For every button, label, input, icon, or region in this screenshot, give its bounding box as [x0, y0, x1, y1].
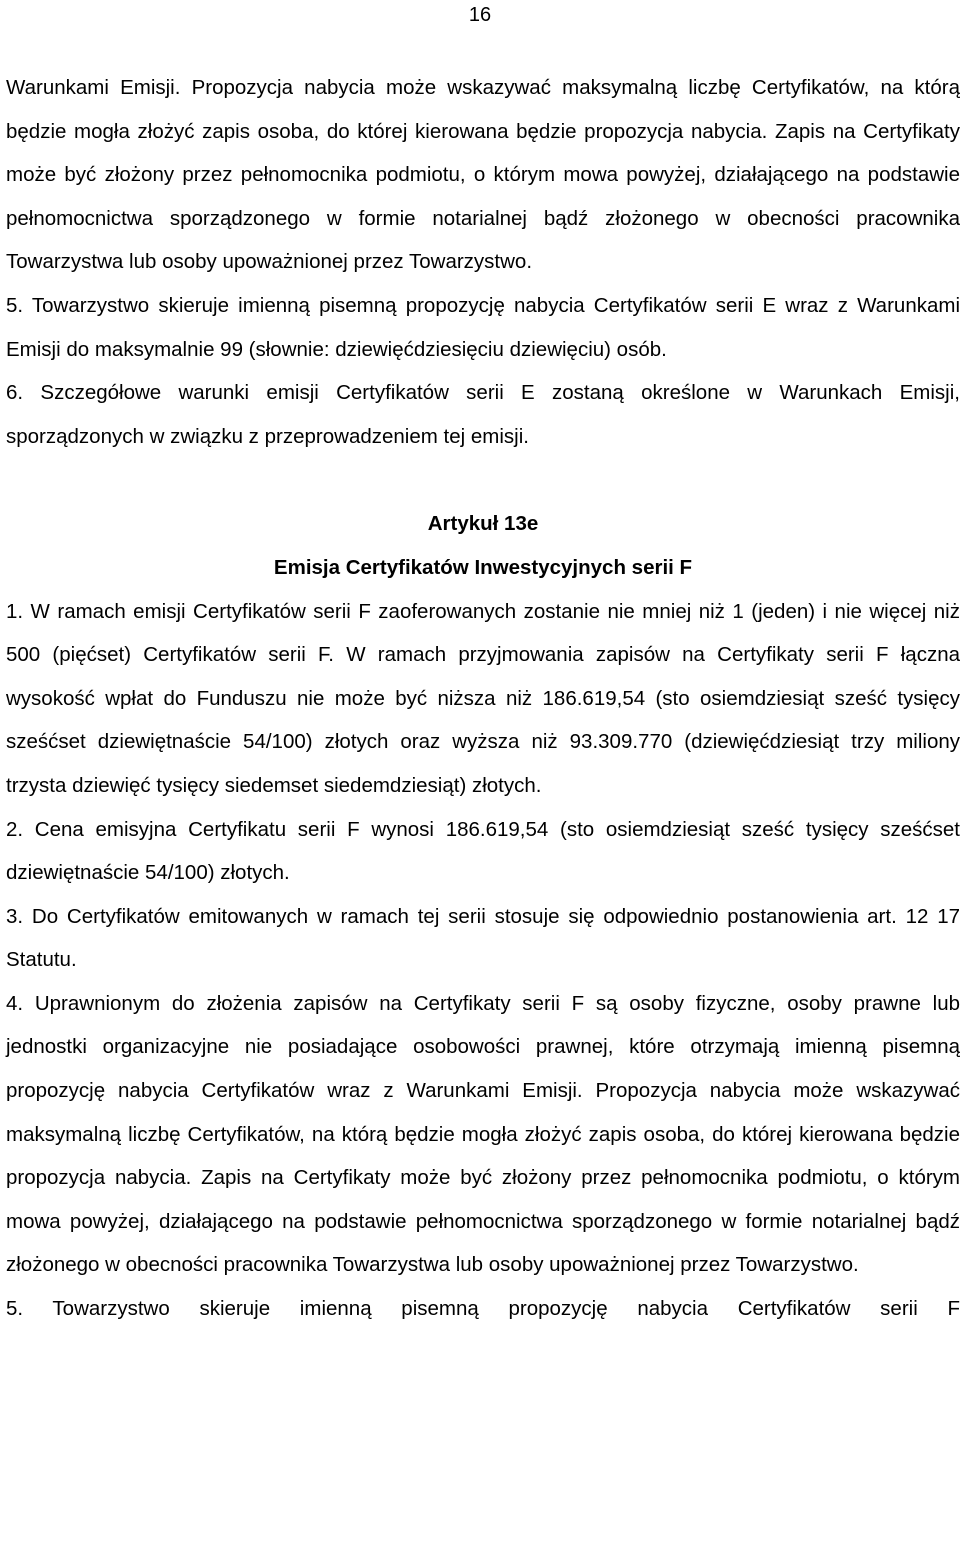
paragraph-f-4: 4. Uprawnionym do złożenia zapisów na Certyfikaty serii F są osoby fizyczne, osoby prawne lub jednostki organizacyjne nie posiadające osobowości prawnej, które otrzymają imienną pisemną propozycję nabycia Certyfikatów wraz z Warunkami Emisji. Propozycja nabycia może wskazywać maksymalną liczbę Certyfikatów, na którą będzie mogła złożyć zapis osoba, do której kierowana będzie propozycja nabycia. Zapis na Certyfikaty może być złożony przez pełnomocnika podmiotu, o którym mowa powyżej, działającego na podstawie pełnomocnictwa sporządzonego w formie notarialnej bądź złożonego w obecności pracownika Towarzystwa lub osoby upoważnionej przez Towarzystwo.	[6, 991, 960, 1277]
page-number: 16	[468, 4, 492, 26]
article-subtitle: Emisja Certyfikatów Inwestycyjnych serii F	[273, 555, 693, 579]
paragraph-e-6: 6. Szczegółowe warunki emisji Certyfikatów serii E zostaną określone w Warunkach Emisji, sporządzonych w związku z przeprowadzeniem tej emisji.	[6, 381, 960, 448]
document-body	[6, 66, 960, 1331]
paragraph-intro-continuation: Warunkami Emisji. Propozycja nabycia może wskazywać maksymalną liczbę Certyfikatów, na którą będzie mogła złożyć zapis osoba, do której kierowana będzie propozycja nabycia. Zapis na Certyfikaty może być złożony przez pełnomocnika podmiotu, o którym mowa powyżej, działającego na podstawie pełnomocnictwa sporządzonego w formie notarialnej bądź złożonego w obecności pracownika Towarzystwa lub osoby upoważnionej przez Towarzystwo.	[6, 76, 960, 274]
paragraph-f-3: 3. Do Certyfikatów emitowanych w ramach tej serii stosuje się odpowiednio postanowienia art. 12 17 Statutu.	[6, 904, 960, 972]
article-title: Artykuł 13e	[427, 512, 539, 536]
section-spacer	[6, 458, 960, 502]
paragraph-f-1: 1. W ramach emisji Certyfikatów serii F zaoferowanych zostanie nie mniej niż 1 (jeden) i nie więcej niż 500 (pięćset) Certyfikatów serii F. W ramach przyjmowania zapisów na Certyfikaty serii F łączna wysokość wpłat do Funduszu nie może być niższa niż 186.619,54 (sto osiemdziesiąt sześć tysięcy sześćset dziewiętnaście 54/100) złotych oraz wyższa niż 93.309.770 (dziewięćdziesiąt trzy miliony trzysta dziewięć tysięcy siedemset siedemdziesiąt) złotych.	[6, 599, 960, 797]
paragraph-e-5: 5. Towarzystwo skieruje imienną pisemną propozycję nabycia Certyfikatów serii E wraz z Warunkami Emisji do maksymalnie 99 (słownie: dziewięćdziesięciu dziewięciu) osób.	[6, 293, 960, 361]
paragraph-f-2: 2. Cena emisyjna Certyfikatu serii F wynosi 186.619,54 (sto osiemdziesiąt sześć tysięcy sześćset dziewiętnaście 54/100) złotych.	[6, 817, 960, 885]
paragraph-f-5: 5. Towarzystwo skieruje imienną pisemną propozycję nabycia Certyfikatów serii F	[6, 1297, 960, 1321]
